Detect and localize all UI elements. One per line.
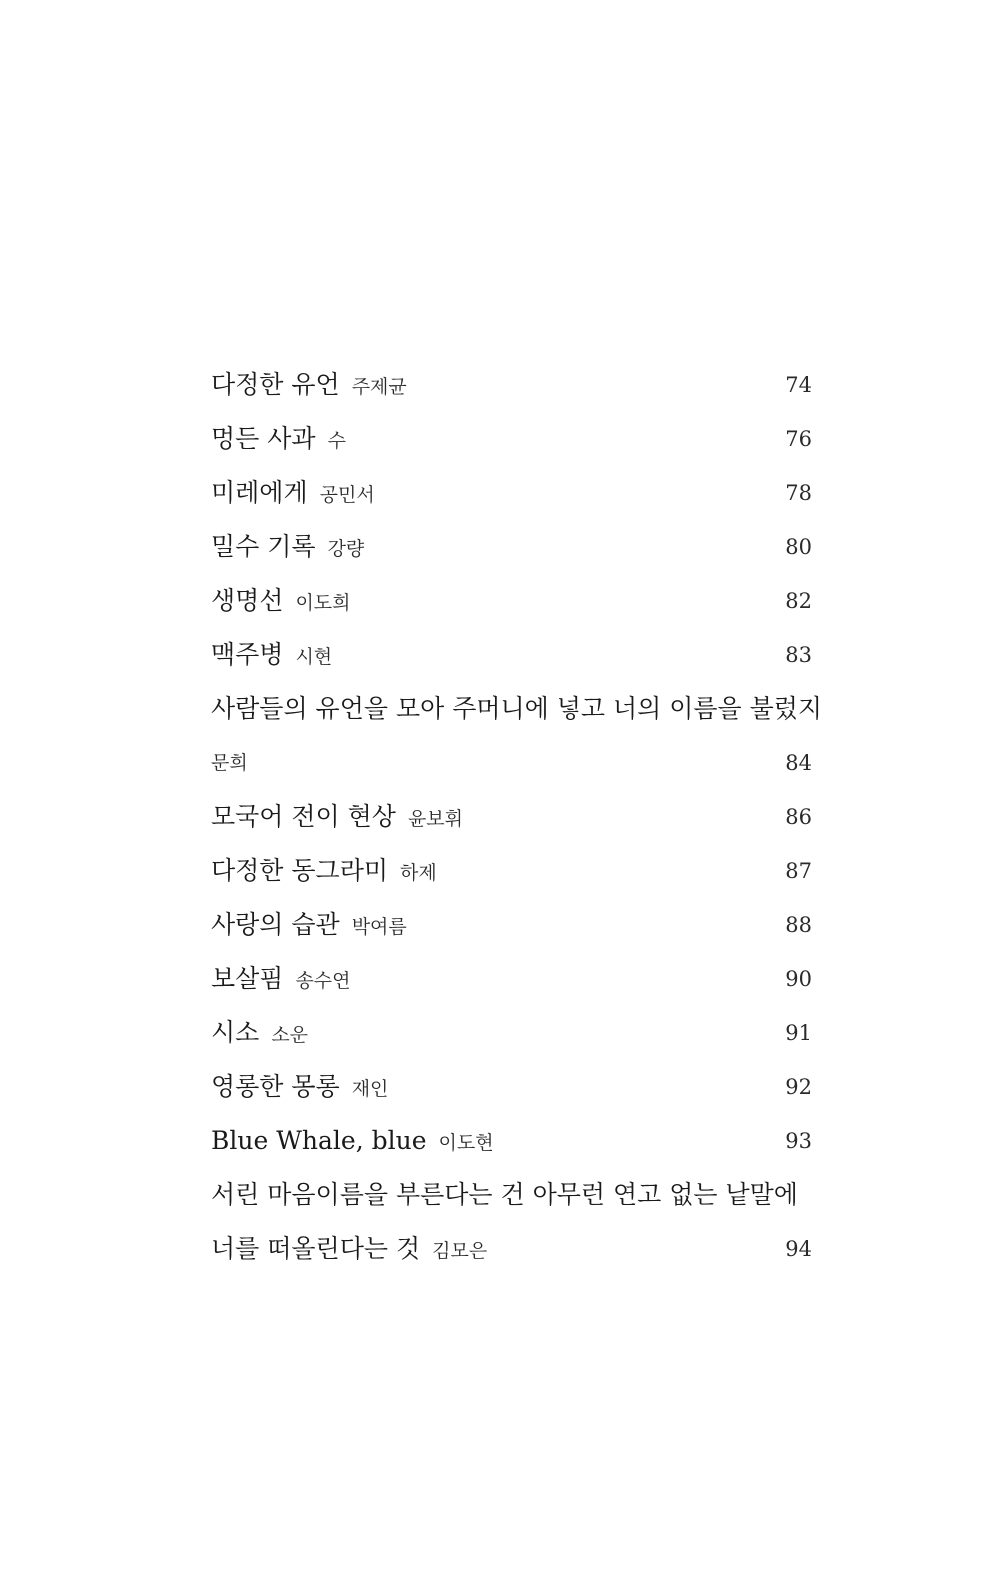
entry-title: 사람들의 유언을 모아 주머니에 넣고 너의 이름을 불렀지 <box>211 694 823 723</box>
table-of-contents <box>211 358 823 1276</box>
entry-page-number: 78 <box>785 481 812 505</box>
entry-author: 강량 <box>327 538 365 560</box>
toc-entry <box>211 1060 812 1114</box>
entry-author: 공민서 <box>319 484 375 506</box>
toc-entry <box>211 412 812 466</box>
toc-entry <box>211 1006 812 1060</box>
entry-author: 재인 <box>351 1078 389 1100</box>
toc-entry-title-line <box>211 682 823 736</box>
entry-author: 박여름 <box>351 916 407 938</box>
toc-entry <box>211 844 812 898</box>
toc-entry-continuation <box>211 736 812 790</box>
entry-title: 생명선 <box>211 586 284 615</box>
entry-page-number: 82 <box>785 589 812 613</box>
toc-entry-title-line <box>211 1168 812 1222</box>
entry-page-number: 76 <box>785 427 812 451</box>
entry-title: 시소 <box>211 1018 260 1047</box>
entry-title: 보살핌 <box>211 964 284 993</box>
entry-title: 사랑의 습관 <box>211 910 340 939</box>
entry-page-number: 83 <box>785 643 812 667</box>
entry-page-number: 92 <box>785 1075 812 1099</box>
entry-author: 소운 <box>271 1024 309 1046</box>
entry-title: 미레에게 <box>211 478 308 507</box>
entry-author: 송수연 <box>295 970 351 992</box>
entry-page-number: 88 <box>785 913 812 937</box>
entry-page-number: 87 <box>785 859 812 883</box>
entry-author: 수 <box>327 430 346 452</box>
toc-entry <box>211 358 812 412</box>
entry-title: 다정한 동그라미 <box>211 856 388 885</box>
toc-entry <box>211 520 812 574</box>
toc-entry <box>211 466 812 520</box>
toc-entry <box>211 574 812 628</box>
entry-author: 시현 <box>295 646 333 668</box>
entry-author: 이도현 <box>438 1132 494 1154</box>
entry-author: 문희 <box>211 752 248 774</box>
entry-author: 이도희 <box>295 592 351 614</box>
toc-entry <box>211 628 812 682</box>
entry-title: 너를 떠올린다는 것 <box>211 1234 421 1263</box>
toc-entry <box>211 952 812 1006</box>
entry-title: 서린 마음이름을 부른다는 건 아무런 연고 없는 낱말에 <box>211 1180 798 1209</box>
toc-entry <box>211 1114 812 1168</box>
entry-title: 밀수 기록 <box>211 532 316 561</box>
entry-page-number: 84 <box>785 751 812 775</box>
entry-title: 모국어 전이 현상 <box>211 802 396 831</box>
entry-author: 김모은 <box>432 1240 488 1262</box>
entry-page-number: 90 <box>785 967 812 991</box>
entry-page-number: 93 <box>785 1129 812 1153</box>
entry-title: 다정한 유언 <box>211 370 340 399</box>
entry-page-number: 94 <box>785 1237 812 1261</box>
toc-entry <box>211 1222 812 1276</box>
entry-author: 하제 <box>400 862 437 884</box>
entry-title: 맥주병 <box>211 640 284 669</box>
entry-author: 주제균 <box>351 376 407 398</box>
entry-author: 윤보휘 <box>407 808 464 830</box>
entry-page-number: 91 <box>785 1021 812 1045</box>
toc-entry <box>211 790 812 844</box>
entry-page-number: 80 <box>785 535 812 559</box>
toc-entry <box>211 898 812 952</box>
entry-page-number: 86 <box>785 805 812 829</box>
entry-title: 영롱한 몽롱 <box>211 1072 340 1101</box>
entry-title: Blue Whale, blue <box>211 1126 427 1155</box>
entry-page-number: 74 <box>785 373 812 397</box>
entry-title: 멍든 사과 <box>211 424 316 453</box>
